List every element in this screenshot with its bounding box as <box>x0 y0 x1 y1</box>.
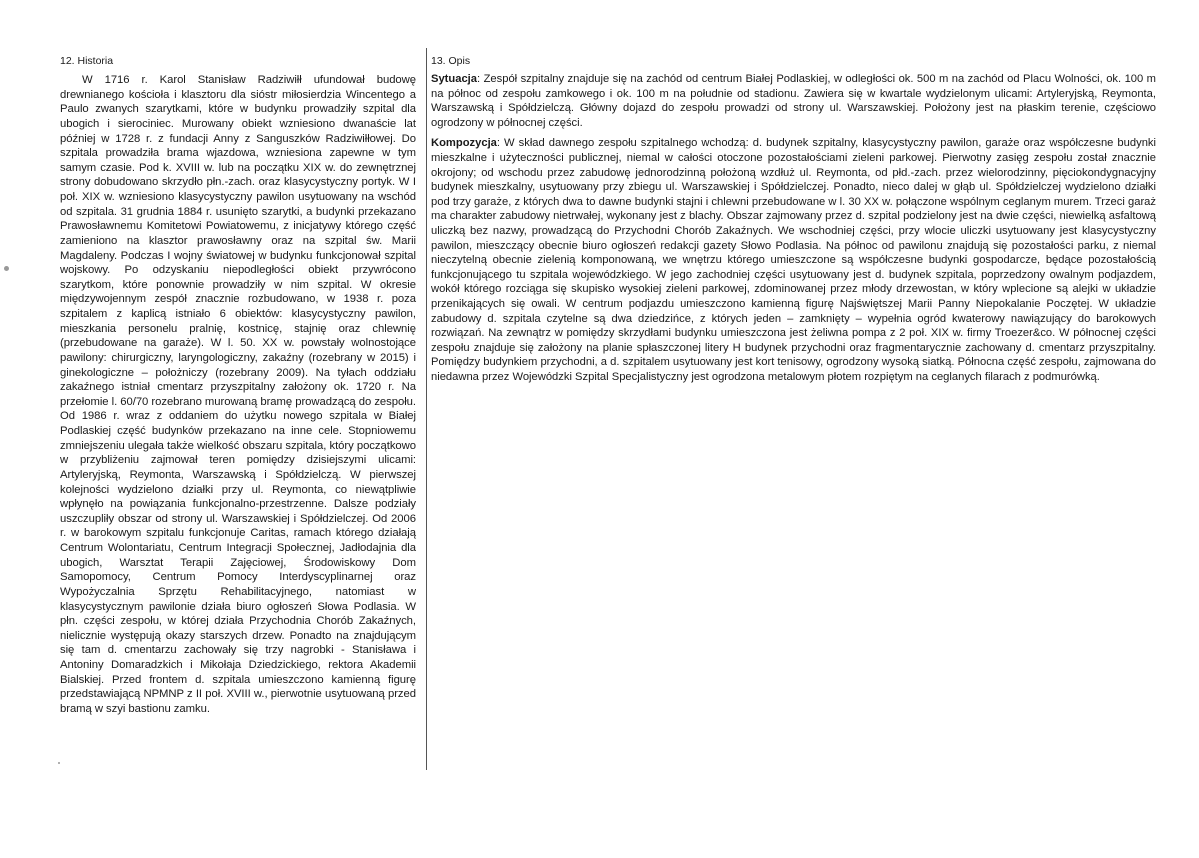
composition-label: Kompozycja <box>431 137 497 150</box>
history-heading: 12. Historia <box>60 55 114 67</box>
situation-paragraph <box>431 72 1156 130</box>
column-divider <box>426 48 427 770</box>
history-text: W 1716 r. Karol Stanisław Radziwiłł ufundował budowę drewnianego kościoła i klasztoru dla sióstr miłosierdzia Wincentego a Paulo zwanych szarytkami, które w budynku prowadziły szpital dla ubogich i sierociniec. Murowany obiekt wzniesiono dwanaście lat później w 1728 r. z fundacji Anny z Sanguszków Radziwiłłowej. Do szpitala prowadziła brama wjazdowa, wzniesiona zapewne w tym samym czasie. Pod k. XVIII w. lub na początku XIX w. do zewnętrznej strony dobudowano skrzydło płn.-zach. oraz klasycystyczny portyk. W I poł. XIX w. wzniesiono klasycystyczny pawilon usytuowany na wschód od szpitala. 31 grudnia 1884 r. usunięto szarytki, a budynki przekazano Prawosławnemu Komitetowi Powiatowemu, z inicjatywy którego część zamieniono na klasztor prawosławny oraz na szpital św. Marii Magdaleny. Podczas I wojny światowej w budynku funkcjonował szpital wojskowy. Po odzyskaniu niepodległości obiekt przywrócono szarytkom, które ponownie prowadziły w nim szpital. W okresie międzywojennym zespół znacznie rozbudowano, w 1938 r. poza szpitalem z kaplicą istniało 6 obiektów: klasycystyczny pawilon, mieszkania personelu pralnię, kostnicę, stajnię oraz chlewnię (przebudowane na garaże). W l. 50. XX w. powstały wolnostojące pawilony: chirurgiczny, laryngologiczny, zakaźny (rozebrany w 2015) i ginekologiczne – położniczy (rozebrany 2009). Na tyłach oddziału zakaźnego istniał cmentarz przyszpitalny założony ok. 1720 r. Na przełomie l. 60/70 rozebrano murowaną bramę prowadzącą do zespołu. Od 1986 r. wraz z oddaniem do użytku nowego szpitala w Białej Podlaskiej część budynków przekazano na inne cele. Stopniowemu zmniejszeniu ulegała także wielkość obszaru szpitala, który początkowo w przybliżeniu zajmował teren pomiędzy dzisiejszymi ulicami: Artyleryjską, Reymonta, Warszawską i Spółdzielczą. W pierwszej kolejności wydzielono działki przy ul. Reymonta, co niewątpliwie wpłynęło na powiązania funkcjonalno-przestrzenne. Dalsze podziały uszczupliły obszar od strony ul. Warszawskiej i Spółdzielczej. Od 2006 r. w barokowym szpitalu funkcjonuje Caritas, ramach którego działają Centrum Wolontariatu, Centrum Integracji Społecznej, Jadłodajnia dla ubogich, Warsztat Terapii Zajęciowej, Środowiskowy Dom Samopomocy, Centrum Pomocy Interdyscyplinarnej oraz Wypożyczalnia Sprzętu Rehabilitacyjnego, natomiast w klasycystycznym pawilonie działa biuro ogłoszeń Słowa Podlasia. W płn. części zespołu, w której działa Przychodnia Chorób Zakaźnych, nielicznie występują okazy starszych drzew. Ponadto na znajdującym się tam d. cmentarzu zachowały się trzy nagrobki - Stanisława i Antoniny Domaradzkich i Mikołaja Dziedzickiego, rektora Akademii Bialskiej. Przed frontem d. szpitala umieszczono kamienną figurę przedstawiającą NPMNP z II poł. XVIII w., pierwotnie usytuowaną przed bramą w szyi bastionu zamku. <box>60 74 416 715</box>
composition-paragraph <box>431 136 1156 384</box>
history-section <box>60 55 416 717</box>
description-section <box>431 55 1156 390</box>
scan-speck <box>4 266 9 271</box>
scan-speck <box>58 762 60 764</box>
composition-text: : W skład dawnego zespołu szpitalnego wchodzą: d. budynek szpitalny, klasycystyczny pawilon, garaże oraz współczesne budynki mieszkalne i użyteczności publicznej, niemal w całości otoczone pozostałościami zieleni parkowej. Pierwotny zasięg zespołu został znacznie okrojony; od wschodu przez zabudowę jednorodzinną położoną wzdłuż ul. Reymonta, od płd.-zach. przez wielorodzinny, pięciokondygnacyjny budynek mieszkalny, usytuowany przy zbiegu ul. Warszawskiej i Spółdzielczej. Ponadto, nieco dalej w głąb ul. Spółdzielczej wydzielono działki pod trzy garaże, z których dwa to dawne budynki stajni i chlewni przebudowane w l. 30 XX w. połączone wspólnym ceglanym murem. Trzeci garaż ma charakter zabudowy nietrwałej, wykonany jest z blachy. Obszar zajmowany przez d. szpital podzielony jest na dwie części, niewielką asfaltową uliczką bez nazwy, prowadzącą do Przychodni Chorób Zakaźnych. We wschodniej części, przy wlocie uliczki usytuowany jest klasycystyczny pawilon, mieszczący obecnie biuro ogłoszeń redakcji gazety Słowo Podlasia. Na północ od pawilonu znajdują się pozostałości parku, z niemal nieczytelną obecnie zielenią komponowaną, we wnętrzu którego umieszczone są współczesne budynki gospodarcze, będące pozostałością funkcjonującego tu szpitala wojewódzkiego. W jego zachodniej części usytuowany jest d. budynek szpitala, poprzedzony owalnym podjazdem, wokół którego rozciąga się skupisko wysokiej zieleni parkowej, zdominowanej przez młody drzewostan, w który wplecione są alejki w układzie przenikających się owali. W centrum podjazdu umieszczono kamienną figurę Najświętszej Marii Panny Niepokalanie Poczętej. W układzie zabudowy d. szpitala czytelne są dwa dziedzińce, z których jeden – zamknięty – wypełnia ogród kwaterowy nawiązujący do barokowych rozwiązań. Na zewnątrz w pomiędzy skrzydłami budynku umieszczona jest żeliwna pompa z 2 poł. XIX w. firmy Troezer&co. W północnej części zespołu znajduje się założony na planie spłaszczonej litery H budynek przychodni oraz fragmentarycznie zachowany d. cmentarz przyszpitalny. Pomiędzy budynkiem przychodni, a d. szpitalem usytuowany jest kort tenisowy, ogrodzony wysoką siatką. Północna część zespołu, zajmowana do niedawna przez Wojewódzki Szpital Specjalistyczny jest ogrodzona metalowym płotem rozpiętym na ceglanych filarach z podmurówką. <box>431 137 1156 383</box>
description-heading: 13. Opis <box>431 55 471 67</box>
situation-text: : Zespół szpitalny znajduje się na zachód od centrum Białej Podlaskiej, w odległości ok. 500 m na zachód od Placu Wolności, ok. 100 m na północ od zespołu zamkowego i ok. 100 m na południe od stadionu. Zawiera się w kwartale wydzielonym ulicami: Artyleryjską, Reymonta, Warszawską i Spółdzielczą. Główny dojazd do zespołu prowadzi od strony ul. Warszawskiej. Położony jest na płaskim terenie, częściowo ogrodzony w północnej części. <box>431 73 1156 129</box>
situation-label: Sytuacja <box>431 73 478 85</box>
